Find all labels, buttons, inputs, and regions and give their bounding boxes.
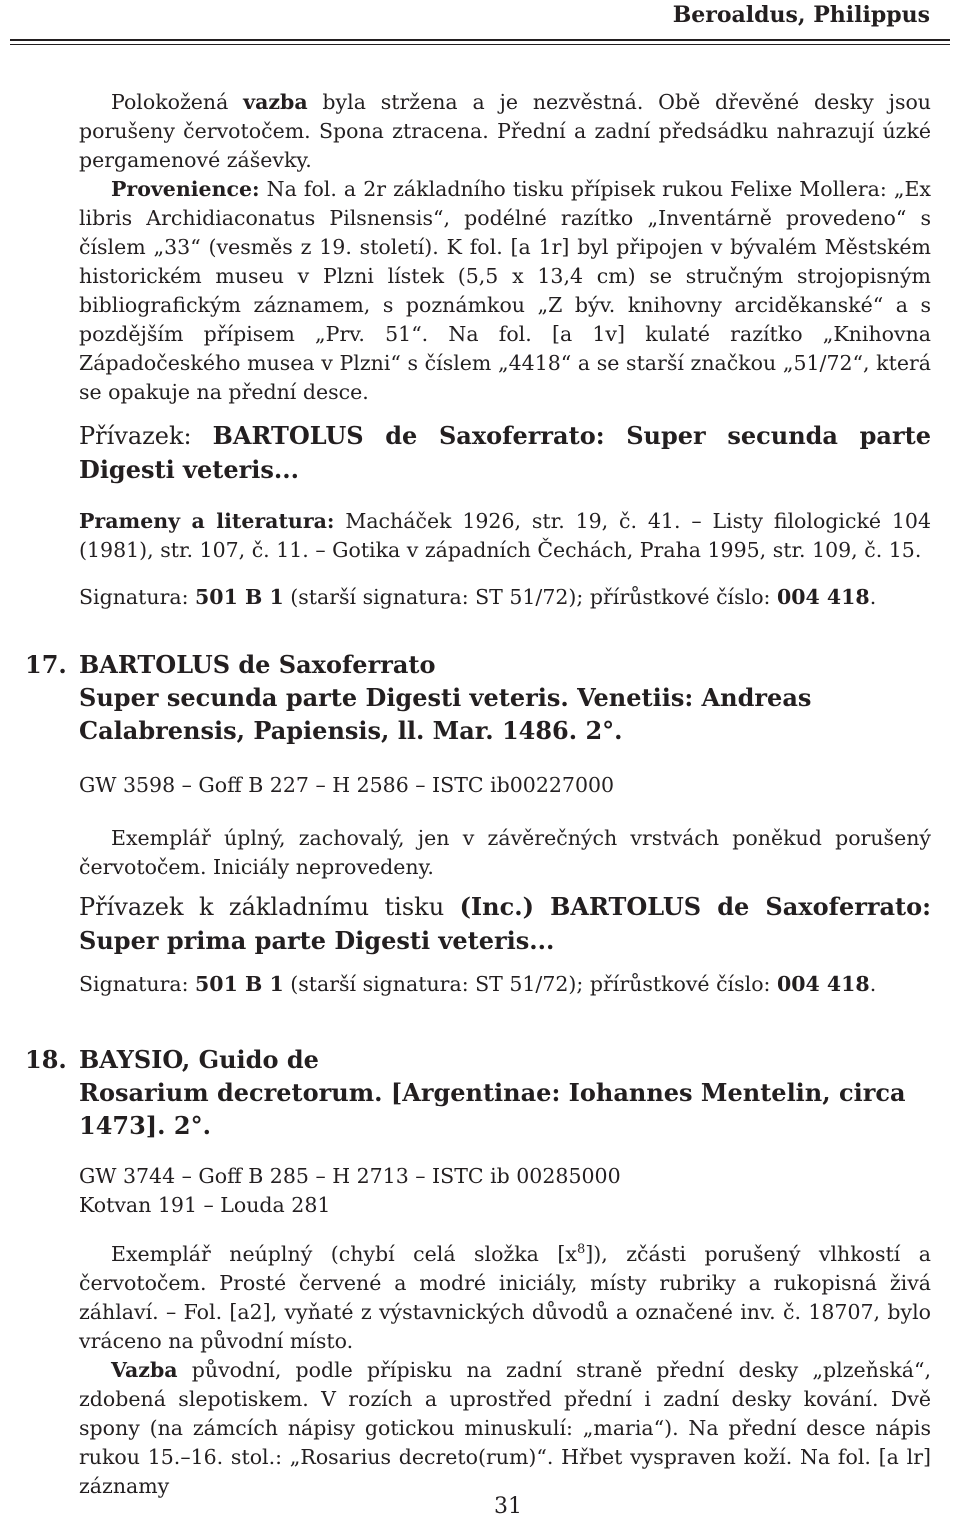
privazek-paragraph — [79, 419, 931, 487]
prameny-label: Prameny a literatura: — [79, 509, 335, 533]
entry-title: Super secunda parte Digesti veteris. Venetiis: Andreas Calabrensis, Papiensis, ll. Mar. 1486. 2°. — [79, 683, 812, 745]
signatura-paragraph: Signatura: 501 B 1 (starší signatura: ST 51/72); přírůstkové číslo: 004 418. — [79, 972, 877, 996]
privazek-paragraph: Přívazek k základnímu tisku (Inc.) BARTOLUS de Saxoferrato: Super prima parte Digesti veteris... — [79, 892, 931, 955]
entry-author: BAYSIO, Guido de — [79, 1045, 319, 1074]
entry-refs: GW 3744 – Goff B 285 – H 2713 – ISTC ib 00285000 — [79, 1164, 621, 1188]
entry-refs: GW 3598 – Goff B 227 – H 2586 – ISTC ib00227000 — [79, 773, 615, 797]
page-content — [25, 88, 932, 1501]
page-number: 31 — [494, 1494, 522, 1519]
binding-paragraph: Vazba původní, podle přípisku na zadní straně přední desky „plzeňská“, zdobená slepotiskem. V rozích a uprostřed přední i zadní desky kování. Dvě spony (na zámcích nápisy gotickou minuskulí: „maria“). Na přední desce nápis rukou 15.–16. stol.: „Rosarius decreto(rum)“. Hřbet vyspraven koží. Na fol. [a lr] záznamy — [79, 1358, 931, 1498]
entry-17 — [25, 648, 931, 747]
provenience-paragraph: Provenience: Na fol. a 2r základního tisku přípisek rukou Felixe Mollera: „Ex libris Archidiaconatus Pilsnensis“, podélné razítko „Inventárně provedeno“ s číslem „33“ (vesměs z 19. století). K fol. [a 1r] byl připojen v bývalém Městském historickém museu v Plzni lístek (5,5 x 13,4 cm) se stručným strojopisným bibliografickým záznamem, s poznámkou „Z býv. knihovny arciděkanské“ a s pozdějším přípisem „Prv. 51“. Na fol. [a 1v] kulaté razítko „Knihovna Západočeského musea v Plzni“ s číslem „4418“ a se starší značkou „51/72“, která se opakuje na přední desce. — [79, 177, 931, 404]
entry-author: BARTOLUS de Saxoferrato — [79, 650, 436, 679]
entry-refs-secondary: Kotvan 191 – Louda 281 — [79, 1193, 331, 1217]
binding-label: Vazba — [111, 1358, 178, 1382]
entry-description: Exemplář neúplný (chybí celá složka $[x^8]$), zčásti porušený vlhkostí a červotočem. Prosté červené a modré iniciály, místy rubriky a rukopisná živá záhlaví. – Fol. [a2], vyňaté z výstavnických důvodů a označené inv. č. 18707, bylo vráceno na původní místo. — [79, 1242, 931, 1353]
entry-number: 17. — [25, 650, 67, 679]
provenience-label: Provenience: — [111, 177, 260, 201]
header-rule-thin — [10, 44, 950, 45]
prameny-paragraph: Prameny a literatura: Macháček 1926, str. 19, č. 41. – Listy filologické 104 (1981), str. 107, č. 11. – Gotika v západních Čechách, Praha 1995, str. 109, č. 15. — [79, 509, 931, 562]
binding-paragraph: Polokožená vazba byla stržena a je nezvěstná. Obě dřevěné desky jsou porušeny červotočem. Spona ztracena. Přední a zadní předsádku nahrazují úzké pergamenové záševky. — [79, 90, 932, 172]
header-rule-thick — [10, 39, 950, 41]
privazek-title: BARTOLUS de Saxoferrato: Super secunda parte Digesti veteris... — [79, 421, 931, 484]
entry-description: Exemplář úplný, zachovalý, jen v závěrečných vrstvách poněkud porušený červotočem. Iniciály neprovedeny. — [79, 826, 931, 879]
entry-title: Rosarium decretorum. [Argentinae: Iohannes Mentelin, circa 1473]. 2°. — [79, 1078, 906, 1140]
signatura-paragraph: Signatura: 501 B 1 (starší signatura: ST 51/72); přírůstkové číslo: 004 418. — [79, 585, 877, 609]
running-header: Beroaldus, Philippus — [672, 2, 930, 28]
entry-number: 18. — [25, 1045, 67, 1074]
binding-label: vazba — [243, 90, 308, 114]
privazek-label: Přívazek: — [79, 422, 213, 450]
entry-18 — [25, 1043, 931, 1142]
